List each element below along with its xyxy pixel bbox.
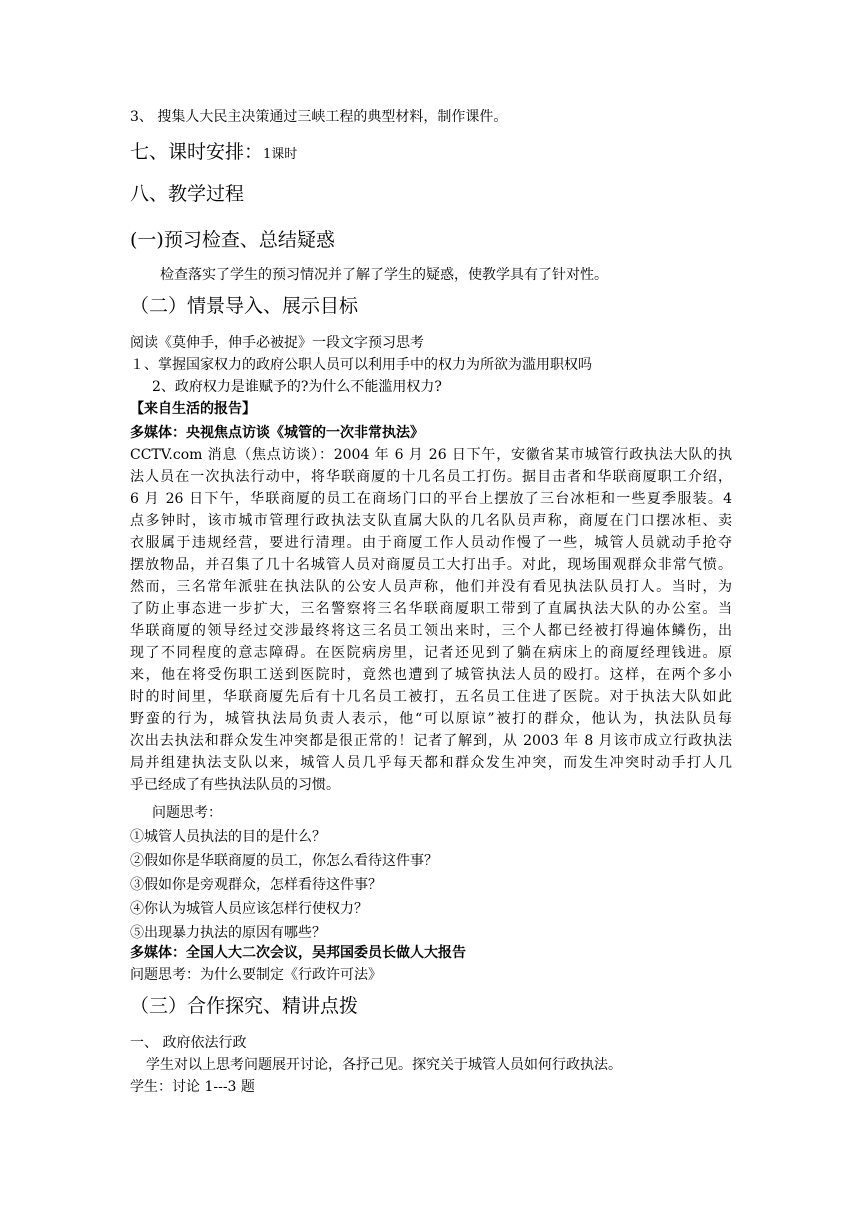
media-2: 多媒体：全国人大二次会议，吴邦国委员长做人大报告	[130, 945, 466, 961]
question-1: １、掌握国家权力的政府公职人员可以利用手中的权力为所欲为滥用职权吗	[130, 357, 592, 373]
article-line: 摆放物品，并召集了几十名城管人员对商厦员工大打出手。对此，现场围观群众非常气愤。	[130, 557, 732, 573]
section-7-title: 七、课时安排：	[130, 141, 264, 163]
section-7-value: 1课时	[263, 147, 298, 162]
think-question: ①城管人员执法的目的是什么？	[130, 829, 326, 845]
section-8-heading: 八、教学过程	[130, 183, 245, 205]
think-question: ②假如你是华联商厦的员工，你怎么看待这件事？	[130, 853, 438, 869]
question-2: 2、政府权力是谁赋予的?为什么不能滥用权力?	[152, 379, 442, 395]
sub-1-text: 检查落实了学生的预习情况并了解了学生的疑惑，使教学具有了针对性。	[160, 267, 608, 283]
sub-3-text: 学生对以上思考问题展开讨论，各抒己见。探究关于城管人员如何行政执法。	[146, 1057, 622, 1073]
think-question: ④你认为城管人员应该怎样行使权力？	[130, 901, 368, 917]
sub-1-heading: (一)预习检查、总结疑惑	[130, 229, 335, 251]
section-7-heading	[130, 138, 297, 169]
sub-3-heading: （三）合作探究、精讲点拨	[130, 995, 359, 1017]
article-line: 然而，三名常年派驻在执法队的公安人员声称，他们并没有看见执法队员打人。当时，为	[130, 579, 732, 595]
article-line: 6 月 26 日下午，华联商厦的员工在商场门口的平台上摆放了三台冰柜和一些夏季服装。4	[130, 491, 732, 507]
sub-3-item-1: 一、 政府依法行政	[130, 1035, 247, 1051]
article-line: 时的时间里，华联商厦先后有十几名员工被打，五名员工住进了医院。对于执法大队如此	[130, 689, 732, 705]
think-question: ③假如你是旁观群众，怎样看待这件事？	[130, 877, 382, 893]
article-line: CCTV.com 消息（焦点访谈）：2004 年 6 月 26 日下午，安徽省某市城管行政执法大队的执	[130, 447, 732, 463]
think-question: ⑤出现暴力执法的原因有哪些？	[130, 925, 326, 941]
article-line: 现了不同程度的意志障碍。在医院病房里，记者还见到了躺在病床上的商厦经理钱进。原	[130, 645, 732, 661]
article-line: 衣服属于违规经营，要进行清理。由于商厦工作人员动作慢了一些，城管人员就动手抢夺	[130, 535, 732, 551]
prep-item-3: 3、 搜集人大民主决策通过三峡工程的典型材料，制作课件。	[130, 109, 508, 125]
article-line: 野蛮的行为，城管执法局负责人表示，他“可以原谅”被打的群众，他认为，执法队员每	[130, 711, 732, 727]
article-line: 来，他在将受伤职工送到医院时，竟然也遭到了城管执法人员的殴打。这样，在两个多小	[130, 667, 732, 683]
sub-2-heading: （二）情景导入、展示目标	[130, 295, 359, 317]
think-2: 问题思考：为什么要制定《行政许可法》	[130, 967, 382, 983]
reading-prompt: 阅读《莫伸手，伸手必被捉》一段文字预习思考	[130, 335, 424, 351]
article-line: 次出去执法和群众发生冲突都是很正常的！记者了解到，从 2003 年 8 月该市成立行政执法	[130, 733, 732, 749]
article-line: 华联商厦的领导经过交涉最终将这三名员工领出来时，三个人都已经被打得遍体鳞伤，出	[130, 623, 732, 639]
article-line: 点多钟时，该市城市管理行政执法支队直属大队的几名队员声称，商厦在门口摆冰柜、卖	[130, 513, 732, 529]
report-heading: 【来自生活的报告】	[130, 401, 256, 417]
think-label: 问题思考：	[152, 805, 222, 821]
article-line: 局并组建执法支队以来，城管人员几乎每天都和群众发生冲突，而发生冲突时动手打人几	[130, 755, 732, 771]
article-line: 了防止事态进一步扩大，三名警察将三名华联商厦职工带到了直属执法大队的办公室。当	[130, 601, 732, 617]
article-line: 法人员在一次执法行动中，将华联商厦的十几名员工打伤。据目击者和华联商厦职工介绍，	[130, 469, 732, 485]
article-line: 乎已经成了有些执法队员的习惯。	[130, 777, 340, 793]
media-1: 多媒体：央视焦点访谈《城管的一次非常执法》	[130, 425, 424, 441]
student-task: 学生：讨论 1---3 题	[130, 1079, 255, 1095]
